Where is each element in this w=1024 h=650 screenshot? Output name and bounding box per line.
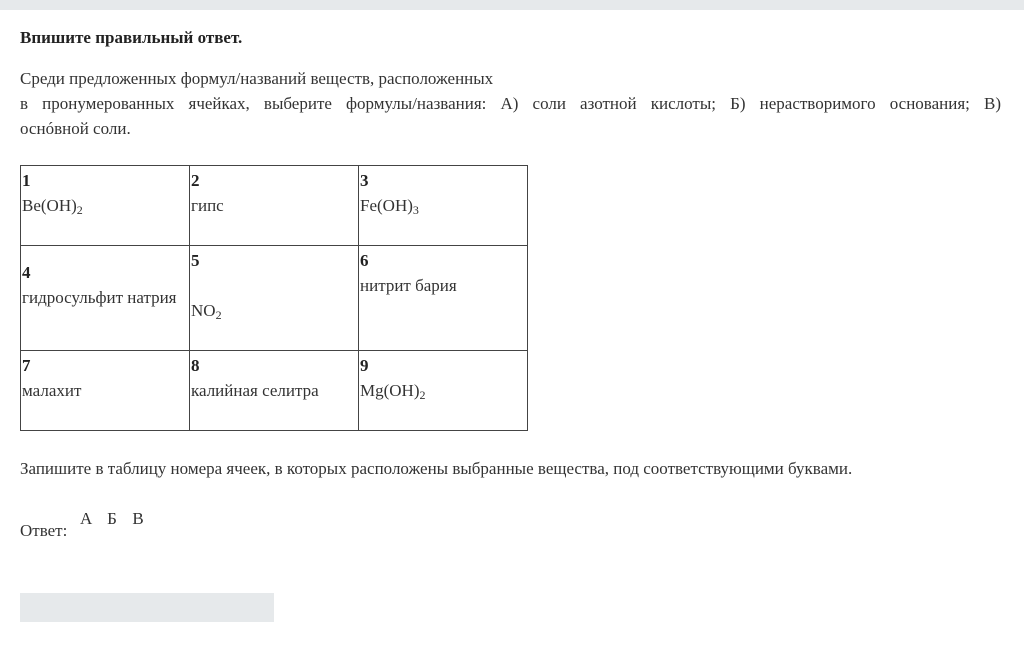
- cell-number: 6: [360, 251, 369, 270]
- answer-input[interactable]: [20, 593, 274, 622]
- cell-2: [190, 166, 359, 246]
- cell-name: калийная селитра: [191, 381, 319, 400]
- top-strip: [0, 0, 1024, 10]
- table-row: [21, 166, 528, 246]
- cell-formula: $Mg(OH)_2$: [360, 381, 426, 402]
- cell-1: [21, 166, 190, 246]
- answer-letters: [80, 509, 144, 529]
- cell-formula: $Be(OH)_2$: [22, 196, 83, 217]
- table-row: [21, 351, 528, 431]
- answer-letter-v: В: [132, 509, 144, 528]
- table-row: [21, 246, 528, 351]
- answer-letter-b: Б: [107, 509, 117, 528]
- cell-formula: $Fe(OH)_3$: [360, 196, 419, 217]
- task-line-1: Среди предложенных формул/названий веществ, расположенных: [20, 69, 494, 88]
- cell-number: 9: [360, 356, 369, 375]
- write-instruction: Запишите в таблицу номера ячеек, в которых расположены выбранные вещества, под соответствующими буквами.: [20, 459, 853, 478]
- cell-number: 4: [22, 263, 31, 282]
- task-line-3: оснóвной соли.: [20, 119, 131, 138]
- task-line-2: в пронумерованных ячейках, выберите формулы/названия: А) соли азотной кислоты; Б) нерастворимого основания; В): [20, 94, 1001, 113]
- cell-number: 3: [360, 171, 369, 190]
- cell-4: [21, 246, 190, 351]
- cell-3: [359, 166, 528, 246]
- cell-name: гидросульфит натрия: [22, 288, 177, 307]
- answer-letter-a: А: [80, 509, 93, 528]
- cell-6: [359, 246, 528, 351]
- cell-5: [190, 246, 359, 351]
- cell-number: 7: [22, 356, 31, 375]
- cell-name: гипс: [191, 196, 224, 215]
- cell-name: нитрит бария: [360, 276, 457, 295]
- answer-label: Ответ:: [20, 521, 68, 540]
- cell-number: 8: [191, 356, 200, 375]
- cell-number: 5: [191, 251, 200, 270]
- cell-9: [359, 351, 528, 431]
- instruction-heading: Впишите правильный ответ.: [20, 28, 243, 47]
- task-text: [20, 66, 1001, 141]
- cell-7: [21, 351, 190, 431]
- cell-number: 2: [191, 171, 200, 190]
- substances-table: [20, 165, 528, 431]
- cell-formula: $NO_2$: [191, 301, 222, 322]
- cell-number: 1: [22, 171, 31, 190]
- cell-8: [190, 351, 359, 431]
- cell-name: малахит: [22, 381, 82, 400]
